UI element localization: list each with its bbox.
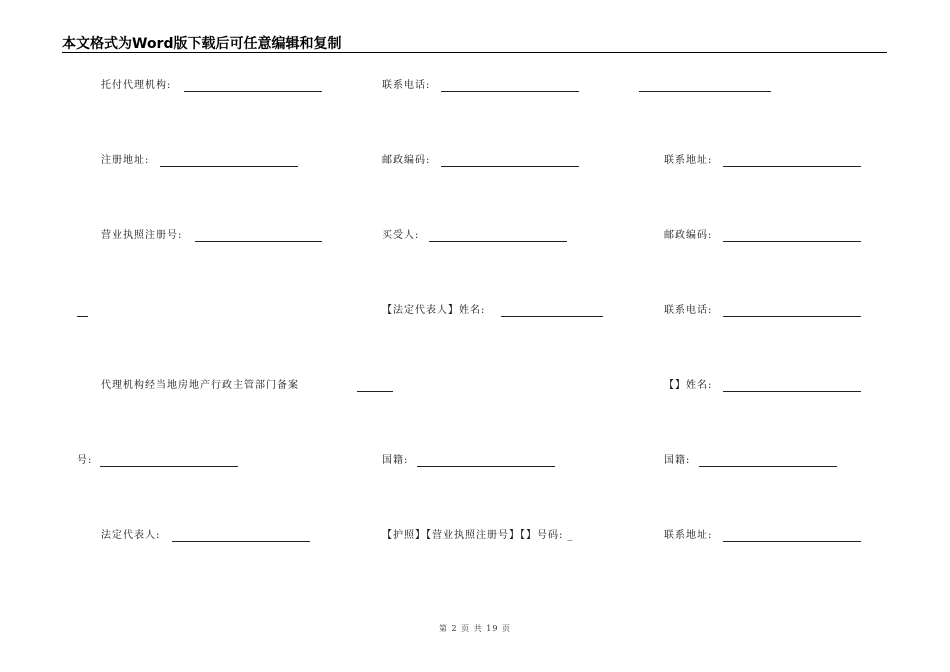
contact-address-label: 联系地址: <box>664 155 713 166</box>
registered-address-label: 注册地址: <box>101 155 150 166</box>
postal-code-fill-line <box>441 166 579 167</box>
agency-filing-fill-line <box>357 391 393 392</box>
agent-nationality-label: 国籍: <box>664 455 691 466</box>
document-header-title: 本文格式为Word版下载后可任意编辑和复制 <box>62 36 342 52</box>
filing-number-fill-line <box>100 466 238 467</box>
agent-name-fill-line <box>723 391 861 392</box>
business-license-fill-line <box>195 241 322 242</box>
legal-representative-fill-line <box>172 541 310 542</box>
agency-phone-fill-line <box>441 91 579 92</box>
short-fill-line <box>77 316 88 317</box>
agency-filing-label: 代理机构经当地房地产行政主管部门备案 <box>101 380 299 391</box>
id-document-number-label: 【护照】【营业执照注册号】【】号码: _ <box>382 530 574 541</box>
buyer-phone-label: 联系电话: <box>664 305 713 316</box>
registered-address-fill-line <box>160 166 298 167</box>
contact-address-fill-line <box>723 166 861 167</box>
blank-fill-line <box>639 91 771 92</box>
buyer-postal-code-label: 邮政编码: <box>664 230 713 241</box>
filing-number-label: 号: <box>77 455 93 466</box>
nationality-label: 国籍: <box>382 455 409 466</box>
agent-contact-address-label: 联系地址: <box>664 530 713 541</box>
agent-name-label: 【】姓名: <box>664 380 713 391</box>
agency-fill-line <box>184 91 322 92</box>
agent-nationality-fill-line <box>699 466 837 467</box>
legal-rep-name-fill-line <box>501 316 603 317</box>
buyer-fill-line <box>429 241 567 242</box>
agency-label: 托付代理机构: <box>101 80 172 91</box>
agency-phone-label: 联系电话: <box>382 80 431 91</box>
legal-rep-name-label: 【法定代表人】姓名: <box>382 305 486 316</box>
buyer-label: 买受人: <box>382 230 420 241</box>
postal-code-label: 邮政编码: <box>382 155 431 166</box>
legal-representative-label: 法定代表人: <box>101 530 161 541</box>
nationality-fill-line <box>417 466 555 467</box>
buyer-postal-code-fill-line <box>723 241 861 242</box>
agent-contact-address-fill-line <box>723 541 861 542</box>
header-divider <box>62 52 887 53</box>
business-license-label: 营业执照注册号: <box>101 230 183 241</box>
buyer-phone-fill-line <box>723 316 861 317</box>
page-number: 第 2 页 共 19 页 <box>439 624 511 633</box>
